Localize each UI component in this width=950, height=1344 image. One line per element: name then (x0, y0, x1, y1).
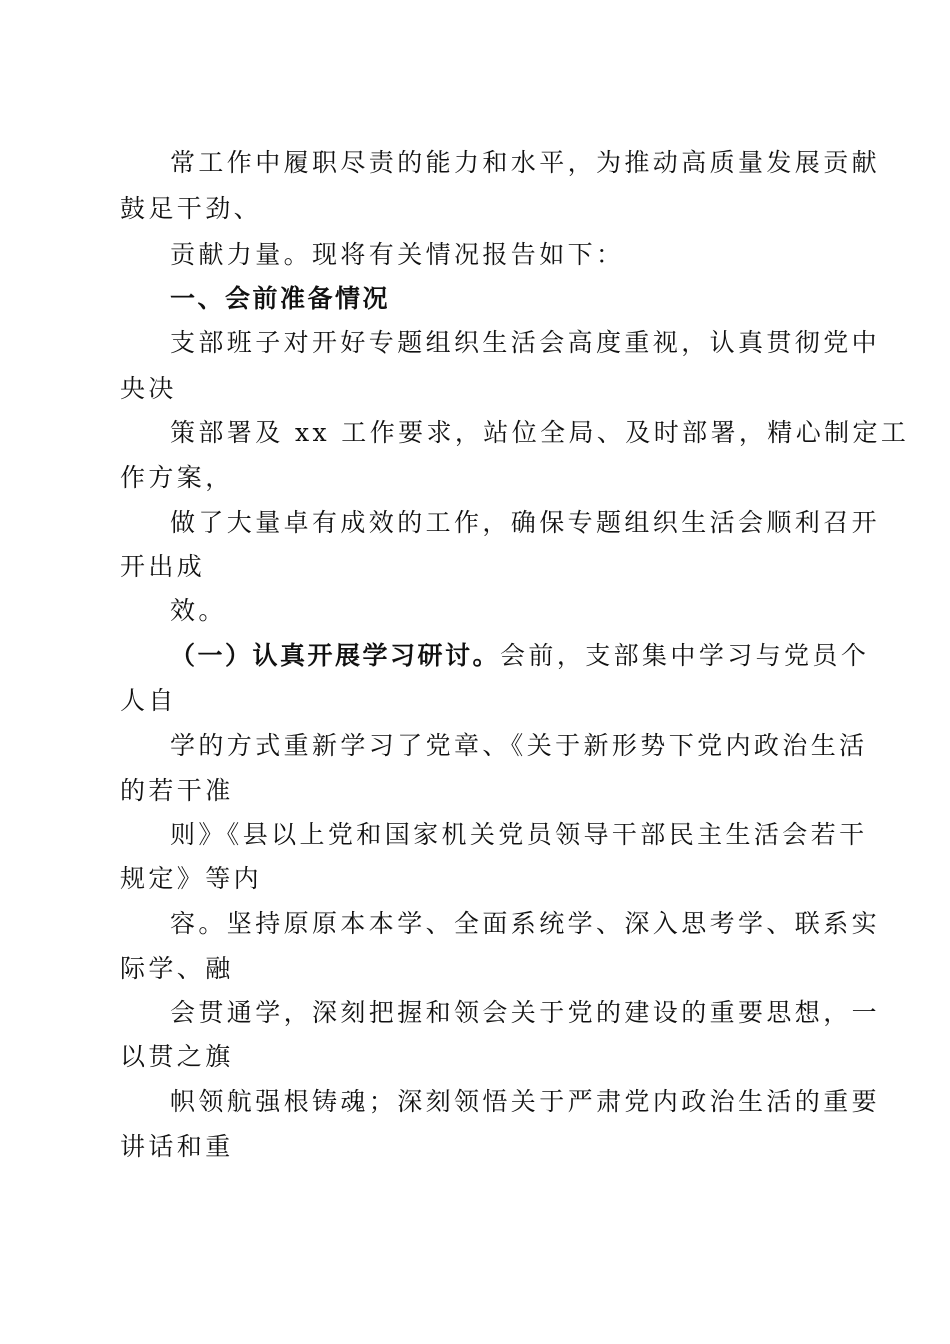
text-line: 规定》等内 (120, 864, 263, 893)
text-line: 央决 (120, 374, 177, 403)
text-line: 会贯通学，深刻把握和领会关于党的建设的重要思想，一 (170, 998, 881, 1027)
text-line: 鼓足干劲、 (120, 194, 263, 223)
text-line: 的若干准 (120, 776, 234, 805)
subsection-line (170, 641, 869, 671)
text-line: 际学、融 (120, 954, 234, 983)
section-heading: 一、会前准备情况 (170, 284, 391, 313)
text-line: 以贯之旗 (120, 1042, 234, 1071)
text-line: 效。 (170, 596, 227, 625)
text-line: 人自 (120, 686, 177, 715)
text-line: 做了大量卓有成效的工作，确保专题组织生活会顺利召开 (170, 508, 881, 537)
text-line: 则》《县以上党和国家机关党员领导干部民主生活会若干 (170, 820, 868, 849)
text-line: 策部署及 xx 工作要求，站位全局、及时部署，精心制定工 (170, 418, 910, 447)
text-line: 帜领航强根铸魂；深刻领悟关于严肃党内政治生活的重要 (170, 1087, 881, 1116)
text-line: 常工作中履职尽责的能力和水平，为推动高质量发展贡献 (170, 148, 881, 177)
text-line: 容。坚持原原本本学、全面系统学、深入思考学、联系实 (170, 909, 881, 938)
text-line: 作方案， (120, 463, 234, 492)
text-line: 讲话和重 (120, 1132, 234, 1161)
text-line: 支部班子对开好专题组织生活会高度重视，认真贯彻党中 (170, 328, 881, 357)
text-line: 贡献力量。现将有关情况报告如下： (170, 240, 625, 269)
subsection-heading: （一）认真开展学习研讨。 (170, 641, 501, 670)
text-line: 学的方式重新学习了党章、《关于新形势下党内政治生活 (170, 731, 868, 760)
text-line: 开出成 (120, 552, 206, 581)
subsection-text: 会前，支部集中学习与党员个 (500, 641, 870, 670)
